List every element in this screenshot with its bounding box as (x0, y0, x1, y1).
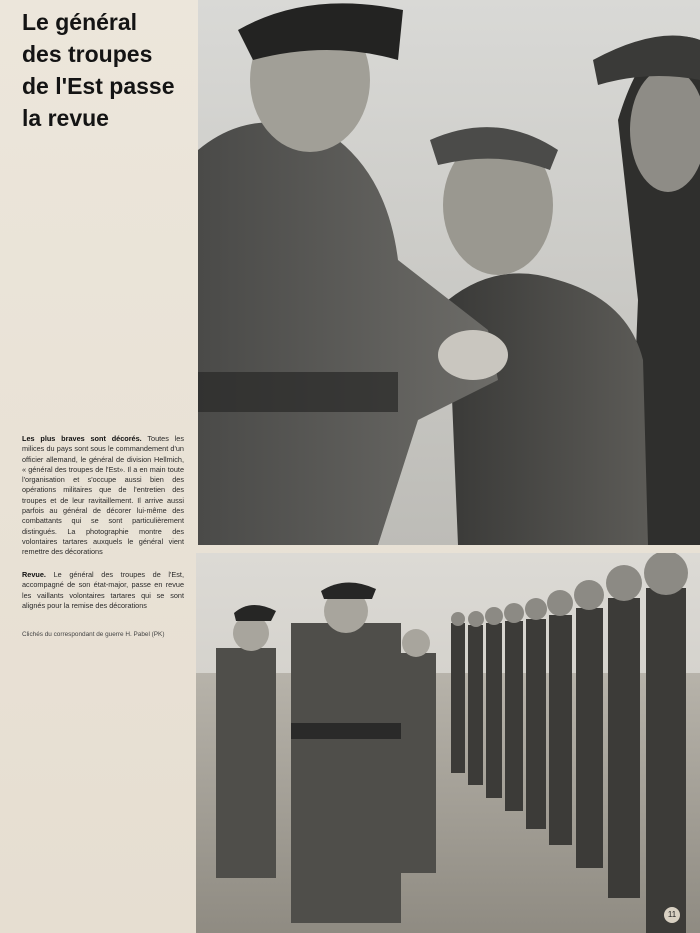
photo-medal-ceremony-image (198, 0, 700, 545)
photo-credit: Clichés du correspondant de guerre H. Pabel (PK) (22, 631, 165, 638)
photo-medal-ceremony (198, 0, 700, 545)
caption-review (22, 570, 184, 611)
caption-decoration-lead: Les plus braves sont décorés. (22, 434, 142, 443)
caption-decoration-text: Toutes les milices du pays sont sous le commandement d'un officier allemand, le général de division Hellmich, « général des troupes de l'Est». Il a en main toute l'organisation et s'occupe aussi bien des opérations militaires que de l'entretien des troupes et de leur ravitaillement. Il arrive aussi parfois au général de décorer lui-même des combattants qui se sont particulièrement distingués. La photographie montre des volontaires tartares auxquels le général vient remettre des décorations (22, 434, 184, 557)
photo-troop-review-image (196, 553, 700, 933)
caption-decoration (22, 434, 184, 558)
article-headline: Le général des troupes de l'Est passe la revue (22, 9, 175, 131)
photo-troop-review (196, 553, 700, 933)
caption-review-lead: Revue. (22, 570, 46, 579)
page-number: 11 (664, 907, 680, 923)
caption-review-text: Le général des troupes de l'Est, accompagné de son état-major, passe en revue les vaillants volontaires tartares qui se sont alignés pour la remise des décorations (22, 570, 184, 610)
